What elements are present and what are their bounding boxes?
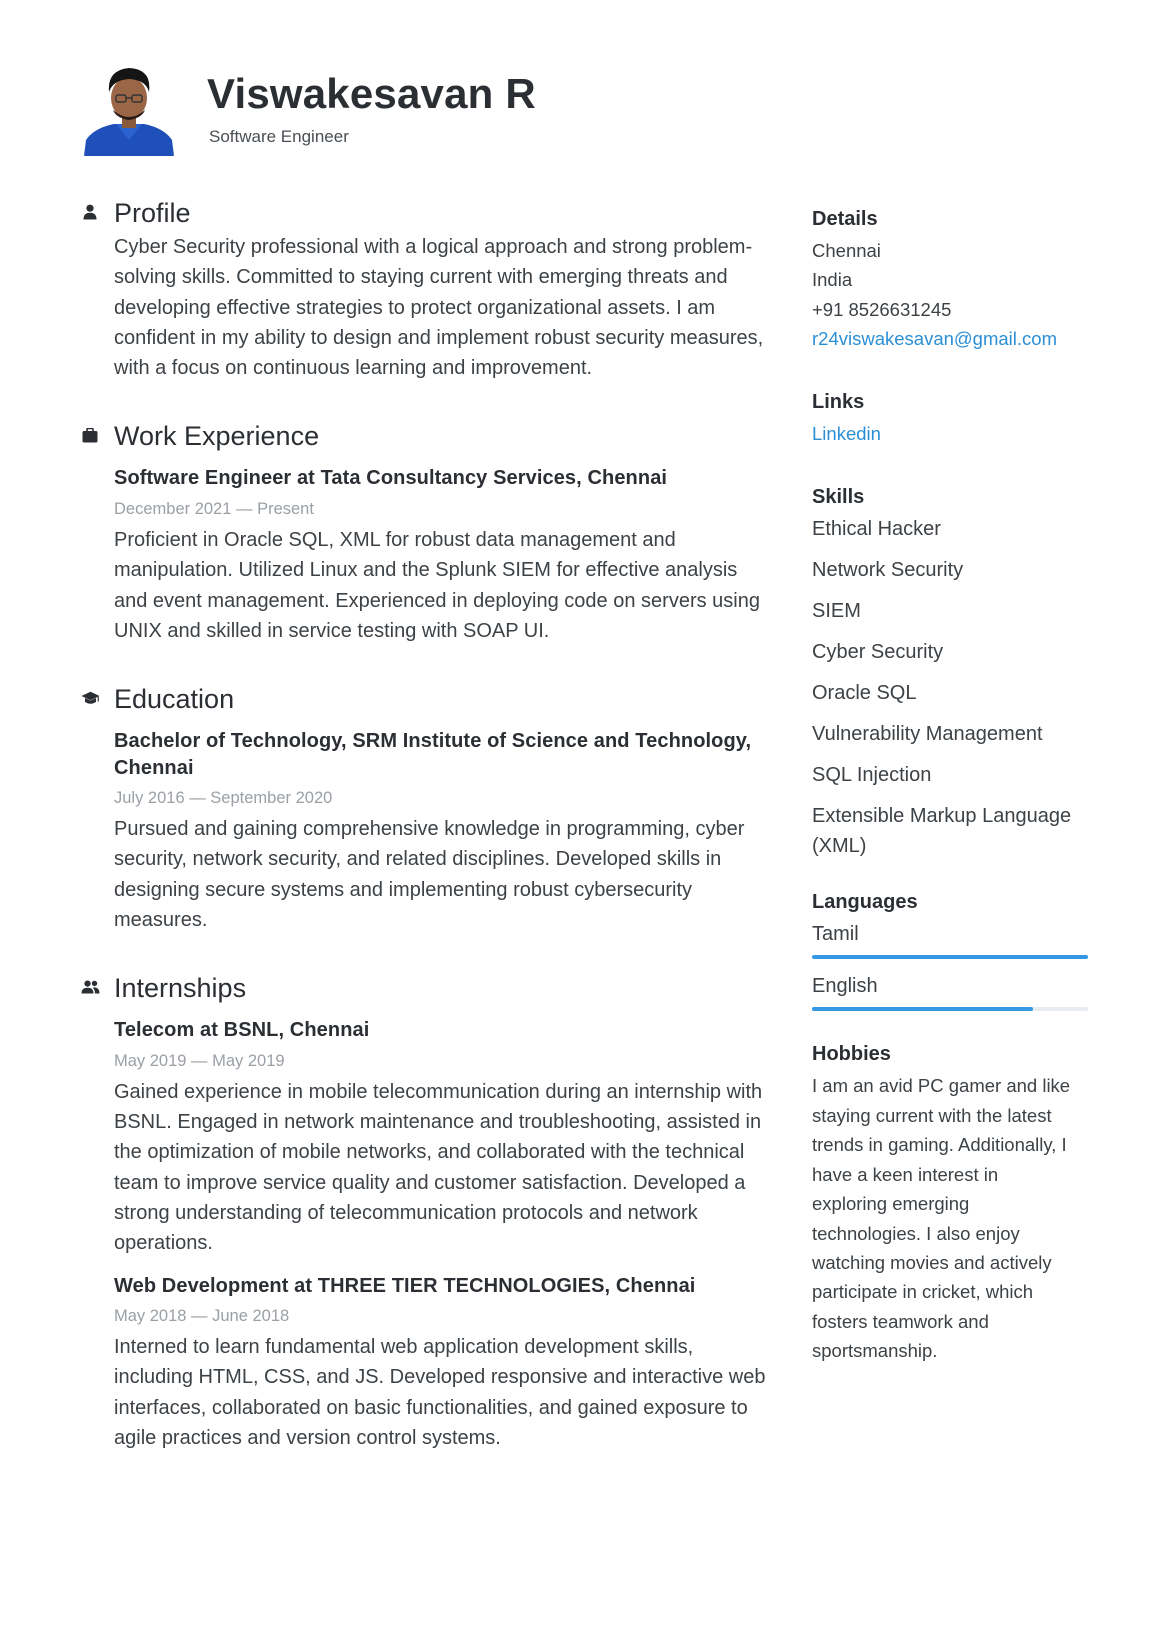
skill-item: Cyber Security — [812, 641, 944, 664]
profile-section — [80, 196, 770, 383]
internship-entry-text: Interned to learn fundamental web application development skills, including HTML, CSS, and JS. Developed responsive and interactive web interfaces, collaborated on basic functionalities, and gained exposure to agile practices and version control systems. — [114, 1336, 766, 1450]
skill-item: Ethical Hacker — [812, 518, 941, 541]
details-phone: +91 8526631245 — [812, 298, 952, 320]
email-link[interactable]: r24viswakesavan@gmail.com — [812, 327, 1057, 349]
hobbies-text: I am an avid PC gamer and like staying current with the latest trends in gaming. Additionally, I have a keen interest in exploring emerging technologies. I also enjoy watching movies and actively participate in cricket, which fosters teamwork and sportsmanship. — [812, 1075, 1071, 1362]
work-entry — [114, 465, 770, 646]
language-item — [812, 971, 1088, 1011]
languages-block — [812, 889, 1088, 1011]
internship-entry — [114, 1273, 770, 1454]
skill-item: Network Security — [812, 559, 964, 582]
education-heading: Education — [114, 684, 235, 715]
avatar — [80, 58, 178, 156]
language-level-fill — [812, 1007, 1033, 1011]
person-icon — [80, 202, 100, 222]
candidate-job-title: Software Engineer — [209, 127, 349, 146]
education-section — [80, 682, 770, 935]
links-block — [812, 389, 1088, 448]
internship-entry-date: May 2019 — May 2019 — [114, 1051, 285, 1070]
internship-entry-title: Web Development at THREE TIER TECHNOLOGIES, Chennai — [114, 1274, 696, 1297]
internship-entry-title: Telecom at BSNL, Chennai — [114, 1019, 370, 1042]
language-level-fill — [812, 955, 1088, 959]
work-experience-heading: Work Experience — [114, 421, 320, 452]
education-entry-title: Bachelor of Technology, SRM Institute of Science and Technology, Chennai — [114, 730, 752, 779]
skill-item: SQL Injection — [812, 764, 932, 787]
details-city: Chennai — [812, 240, 881, 261]
hobbies-heading: Hobbies — [812, 1043, 891, 1066]
work-entry-text: Proficient in Oracle SQL, XML for robust data management and manipulation. Utilized Linux and the Splunk SIEM for effective analysis and event management. Experienced in deploying code on servers using UNIX and skilled in service testing with SOAP UI. — [114, 528, 760, 642]
skill-item: SIEM — [812, 600, 861, 623]
skill-item: Vulnerability Management — [812, 723, 1043, 746]
internships-heading: Internships — [114, 973, 247, 1004]
details-heading: Details — [812, 208, 878, 230]
internship-entry-text: Gained experience in mobile telecommunication during an internship with BSNL. Engaged in network maintenance and troubleshooting, assisted in the optimization of mobile networks, and collaborated with the technical team to improve service quality and customer satisfaction. Developed a strong understanding of telecommunication protocols and network operations. — [114, 1080, 763, 1255]
internship-entry — [114, 1017, 770, 1258]
people-icon — [80, 977, 100, 997]
candidate-name: Viswakesavan R — [207, 70, 536, 117]
linkedin-link[interactable]: Linkedin — [812, 423, 881, 445]
language-name: English — [812, 975, 878, 998]
sidebar-column — [812, 206, 1088, 1402]
skill-item: Extensible Markup Language (XML) — [812, 805, 1072, 858]
language-name: Tamil — [812, 923, 859, 946]
links-heading: Links — [812, 391, 865, 414]
work-experience-section — [80, 419, 770, 646]
main-column — [80, 196, 770, 1489]
profile-text: Cyber Security professional with a logical approach and strong problem-solving skills. Committed to staying current with emerging threats and developing effective strategies to protect organizational assets. I am confident in my ability to design and implement robust security measures, with a focus on continuous learning and improvement. — [114, 236, 764, 380]
hobbies-block — [812, 1041, 1088, 1365]
skill-item: Oracle SQL — [812, 682, 917, 705]
work-entry-date: December 2021 — Present — [114, 499, 314, 518]
education-entry-text: Pursued and gaining comprehensive knowledge in programming, cyber security, network security, and related disciplines. Developed skills in designing secure systems and implementing robust cybersecurity measures. — [114, 818, 745, 932]
profile-heading: Profile — [114, 198, 191, 228]
language-item — [812, 919, 1088, 959]
skills-heading: Skills — [812, 486, 865, 509]
language-level-bar — [812, 955, 1088, 959]
person-photo-icon — [80, 58, 178, 156]
internship-entry-date: May 2018 — June 2018 — [114, 1307, 290, 1326]
resume-header — [80, 58, 1080, 168]
work-entry-title: Software Engineer at Tata Consultancy Services, Chennai — [114, 467, 668, 490]
graduation-cap-icon — [80, 688, 100, 708]
language-level-bar — [812, 1007, 1088, 1011]
education-entry — [114, 728, 770, 935]
briefcase-icon — [80, 425, 100, 445]
education-entry-date: July 2016 — September 2020 — [114, 789, 333, 808]
internships-section — [80, 971, 770, 1453]
languages-heading: Languages — [812, 891, 918, 914]
details-block — [812, 206, 1088, 353]
skills-block — [812, 484, 1088, 861]
details-country: India — [812, 269, 853, 291]
